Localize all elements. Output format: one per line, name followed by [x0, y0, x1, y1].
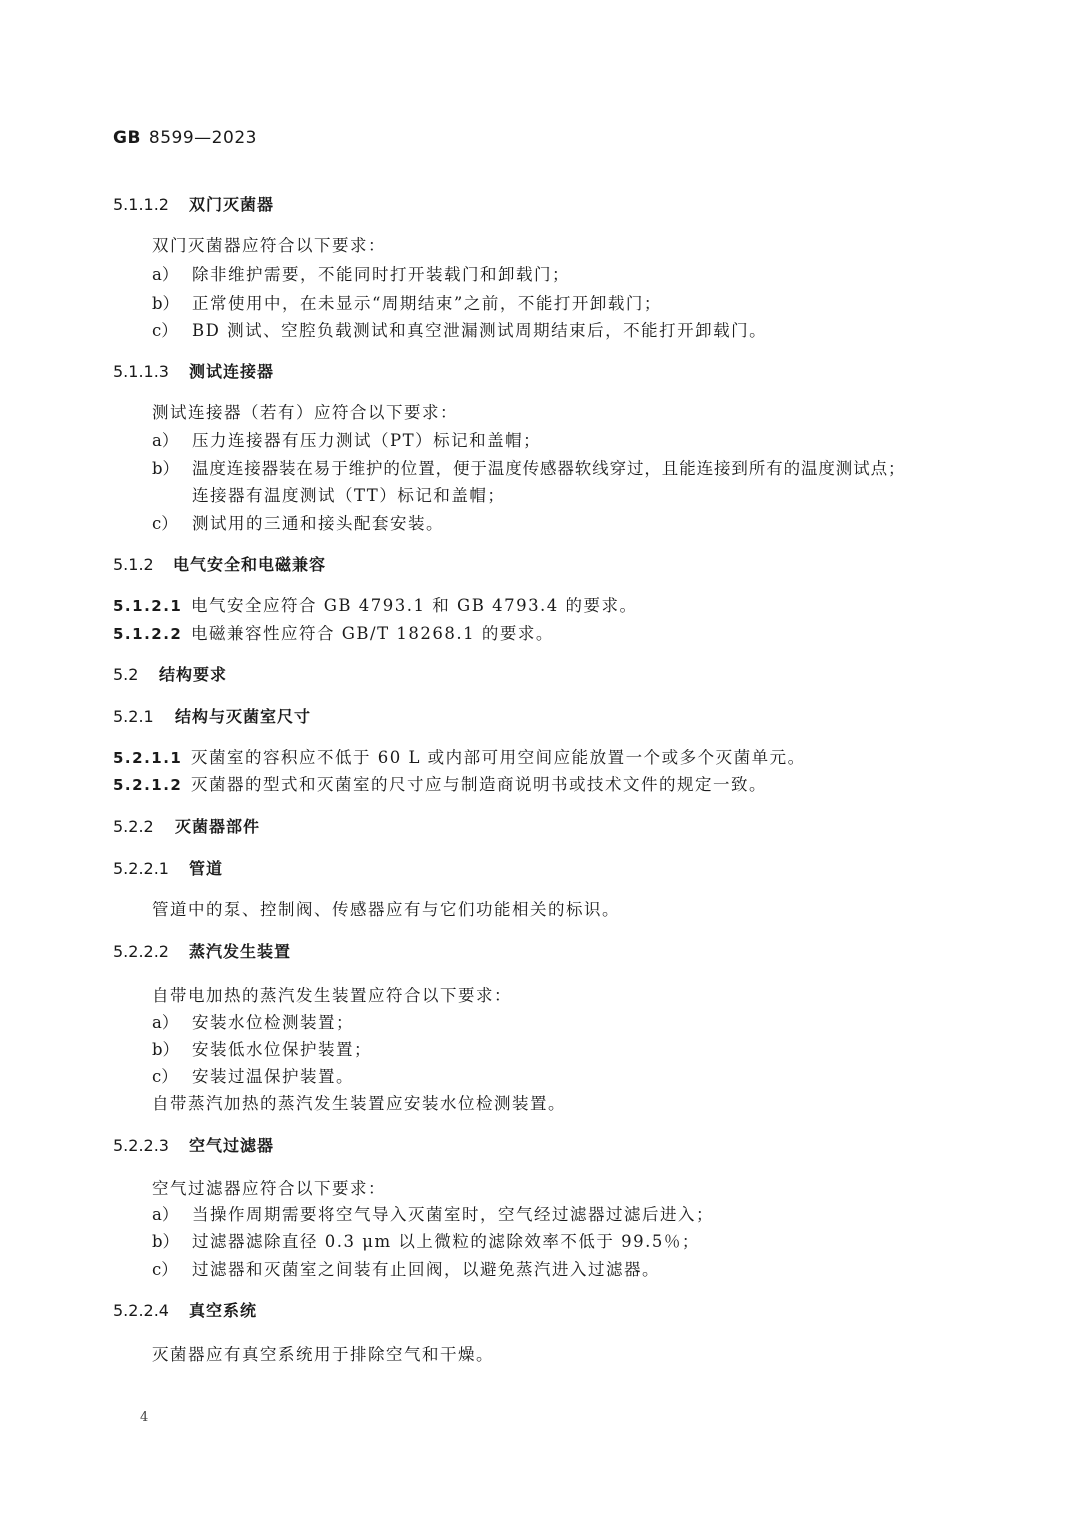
list-item-continuation: 连接器有温度测试（TT）标记和盖帽；: [192, 486, 506, 505]
clause-number: 5.2.1.2: [113, 776, 183, 794]
clause-text: 电气安全应符合 GB 4793.1 和 GB 4793.4 的要求。: [191, 596, 638, 615]
list-item: [152, 265, 570, 285]
list-item-text: 压力连接器有压力测试（PT）标记和盖帽；: [192, 431, 542, 450]
clause-number: 5.1.2.1: [113, 597, 183, 615]
section-number: 5.2.2.3: [113, 1136, 169, 1155]
list-item: [152, 1232, 700, 1252]
section-title: 真空系统: [189, 1301, 258, 1320]
list-item-text: 安装水位检测装置；: [192, 1013, 354, 1032]
paragraph: 灭菌器应有真空系统用于排除空气和干燥。: [152, 1345, 494, 1364]
section-title: 灭菌器部件: [175, 817, 261, 836]
section-heading-5-1-1-3: [113, 362, 274, 382]
paragraph-intro: 测试连接器（若有）应符合以下要求：: [152, 403, 458, 422]
section-number: 5.1.2: [113, 555, 154, 574]
section-heading-5-2-1: [113, 707, 311, 727]
list-marker: a）: [152, 1013, 179, 1032]
paragraph-intro: 双门灭菌器应符合以下要求：: [152, 236, 386, 255]
section-title: 蒸汽发生装置: [189, 942, 292, 961]
section-number: 5.2.1: [113, 707, 154, 726]
clause-text: 灭菌室的容积应不低于 60 L 或内部可用空间应能放置一个或多个灭菌单元。: [191, 748, 806, 767]
clause-number: 5.1.2.2: [113, 625, 183, 643]
section-heading-5-2-2-1: [113, 859, 223, 879]
section-heading-5-2-2-4: [113, 1301, 257, 1321]
paragraph-intro: 自带电加热的蒸汽发生装置应符合以下要求：: [152, 986, 512, 1005]
paragraph: 管道中的泵、控制阀、传感器应有与它们功能相关的标识。: [152, 900, 620, 919]
section-heading-5-2: [113, 665, 227, 685]
list-item: [152, 321, 767, 341]
section-title: 管道: [189, 859, 224, 878]
list-marker: a）: [152, 265, 179, 284]
page-number: 4: [140, 1410, 149, 1425]
section-number: 5.1.1.2: [113, 195, 169, 214]
clause-5-2-1-2: [113, 775, 767, 795]
section-number: 5.1.1.3: [113, 362, 169, 381]
section-title: 测试连接器: [189, 362, 275, 381]
list-marker: c）: [152, 321, 178, 340]
clause-5-2-1-1: [113, 748, 806, 768]
section-heading-5-2-2-2: [113, 942, 291, 962]
list-item: [152, 1040, 372, 1060]
section-title: 结构要求: [159, 665, 228, 684]
list-item-text: 安装低水位保护装置；: [192, 1040, 372, 1059]
list-item: [152, 1205, 714, 1225]
list-item-text: 过滤器和灭菌室之间装有止回阀，以避免蒸汽进入过滤器。: [192, 1260, 660, 1279]
document-header: [113, 128, 257, 148]
list-item-text: 过滤器滤除直径 0.3 μm 以上微粒的滤除效率不低于 99.5％；: [192, 1232, 700, 1251]
list-item-text: 除非维护需要，不能同时打开装载门和卸载门；: [192, 265, 570, 284]
clause-text: 电磁兼容性应符合 GB/T 18268.1 的要求。: [191, 624, 554, 643]
list-marker: b）: [152, 459, 180, 478]
list-marker: a）: [152, 431, 179, 450]
clause-5-1-2-2: [113, 624, 554, 644]
clause-5-1-2-1: [113, 596, 638, 616]
paragraph: 自带蒸汽加热的蒸汽发生装置应安装水位检测装置。: [152, 1094, 566, 1113]
standard-prefix: GB: [113, 128, 141, 148]
list-marker: c）: [152, 1260, 178, 1279]
section-heading-5-2-2-3: [113, 1136, 274, 1156]
section-number: 5.2.2.4: [113, 1301, 169, 1320]
section-title: 空气过滤器: [189, 1136, 275, 1155]
list-item-text: 温度连接器装在易于维护的位置，便于温度传感器软线穿过，且能连接到所有的温度测试点；: [192, 459, 906, 478]
list-item-text: 正常使用中，在未显示“周期结束”之前，不能打开卸载门；: [192, 294, 662, 313]
section-number: 5.2: [113, 665, 139, 684]
section-title: 双门灭菌器: [189, 195, 275, 214]
list-item: [152, 294, 662, 314]
list-marker: b）: [152, 1040, 180, 1059]
list-item: [152, 459, 905, 479]
section-title: 结构与灭菌室尺寸: [175, 707, 312, 726]
section-heading-5-1-1-2: [113, 195, 274, 215]
list-marker: b）: [152, 294, 180, 313]
list-marker: c）: [152, 1067, 178, 1086]
list-item-text: 测试用的三通和接头配套安装。: [192, 514, 444, 533]
list-marker: b）: [152, 1232, 180, 1251]
list-item: [152, 1013, 354, 1033]
section-number: 5.2.2.2: [113, 942, 169, 961]
list-marker: c）: [152, 514, 178, 533]
paragraph-intro: 空气过滤器应符合以下要求：: [152, 1179, 386, 1198]
section-number: 5.2.2.1: [113, 859, 169, 878]
section-heading-5-1-2: [113, 555, 326, 575]
list-item: [152, 431, 541, 451]
list-item: [152, 1260, 660, 1280]
list-item-text: BD 测试、空腔负载测试和真空泄漏测试周期结束后，不能打开卸载门。: [192, 321, 768, 340]
standard-code: 8599—2023: [148, 128, 257, 148]
section-title: 电气安全和电磁兼容: [173, 555, 327, 574]
section-number: 5.2.2: [113, 817, 154, 836]
list-item: [152, 514, 444, 534]
list-marker: a）: [152, 1205, 179, 1224]
list-item: [152, 1067, 354, 1087]
list-item-text: 安装过温保护装置。: [192, 1067, 354, 1086]
section-heading-5-2-2: [113, 817, 260, 837]
clause-number: 5.2.1.1: [113, 749, 183, 767]
list-item-text: 当操作周期需要将空气导入灭菌室时，空气经过滤器过滤后进入；: [192, 1205, 714, 1224]
clause-text: 灭菌器的型式和灭菌室的尺寸应与制造商说明书或技术文件的规定一致。: [191, 775, 767, 794]
